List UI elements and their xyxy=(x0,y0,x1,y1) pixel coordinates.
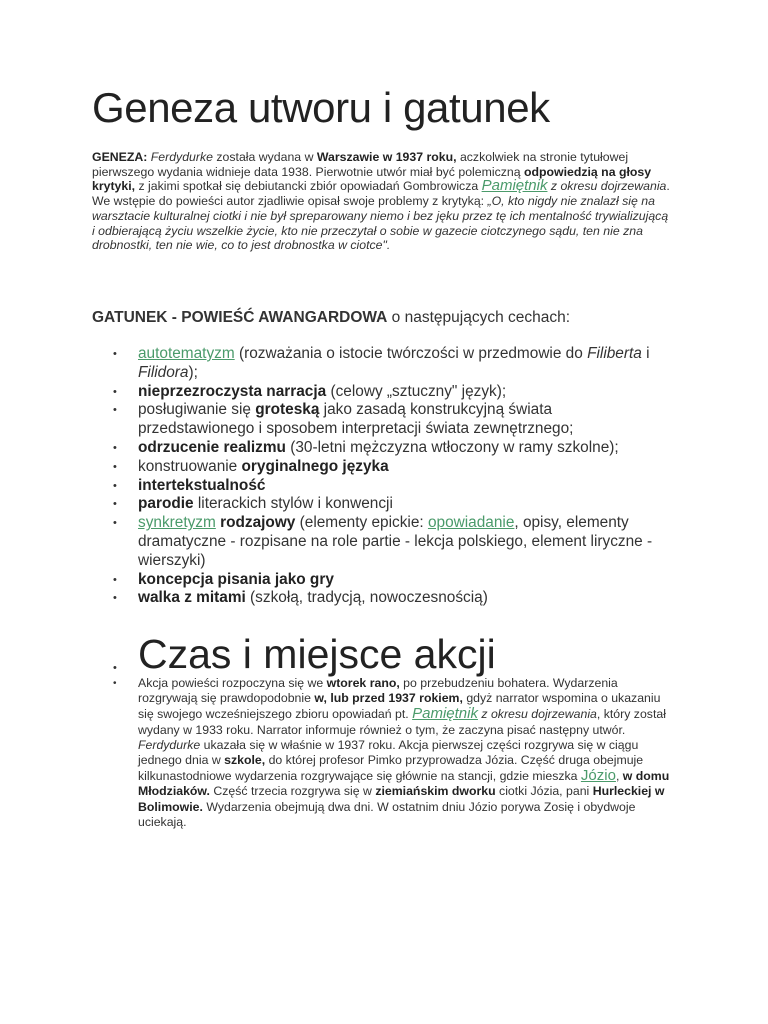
bullet: • xyxy=(113,441,117,454)
text-fragment: , opisy, elementy dramatyczne - rozpisane na role partie - lekcja polskiego, element liryczne - wierszyki) xyxy=(138,514,653,569)
bullet: • xyxy=(113,460,117,473)
text-fragment: , xyxy=(615,769,623,784)
text-fragment: po przebudzeniu bohatera. Wydarzenia rozgrywają się prawdopodobnie xyxy=(138,676,618,706)
text-fragment: (celowy „sztuczny" język); xyxy=(326,382,507,400)
text-fragment: z okresu dojrzewania xyxy=(547,179,667,194)
list-item xyxy=(92,401,672,439)
text-fragment: odpowiedzią na głosy krytyki, xyxy=(92,164,652,194)
text-fragment: ciotki Józia, pani xyxy=(495,784,593,799)
jozio-link[interactable]: Józio xyxy=(580,767,616,785)
list-item xyxy=(92,439,672,458)
list-item xyxy=(92,345,672,383)
text-fragment: Ferdydurke xyxy=(150,150,213,164)
bullet: • xyxy=(113,498,117,511)
text-fragment: koncepcja pisania jako gry xyxy=(138,570,334,588)
text-fragment: do której profesor Pimko przyprowadza Józia. Część druga obejmuje kilkunastodniowe wydarzenia rozgrywające się głównie na stancji, gdzie mieszka xyxy=(138,753,644,784)
opowiadanie-link[interactable]: opowiadanie xyxy=(427,514,515,532)
text-fragment: odrzucenie realizmu xyxy=(138,438,286,456)
bullet: • xyxy=(113,662,117,674)
list-item xyxy=(92,514,672,570)
text-fragment: w domu Młodziaków. xyxy=(138,769,670,799)
bullet: • xyxy=(113,592,117,605)
text-fragment: jako zasadą konstrukcyjną świata przedstawionego i sposobem interpretacji świata zewnętrznego; xyxy=(138,401,574,438)
text-fragment: (elementy epickie: xyxy=(295,514,428,532)
bullet: • xyxy=(113,404,117,417)
autotematyzm-link[interactable]: autotematyzm xyxy=(138,345,235,362)
text-fragment: ukazała się w właśnie w 1937 roku. Akcja pierwszej części rozgrywa się w ciągu jednego dnia w xyxy=(138,737,639,768)
text-fragment: (rozważania o istocie twórczości w przedmowie do xyxy=(234,345,588,362)
czas-section xyxy=(92,628,672,680)
list-item xyxy=(92,383,672,402)
text-fragment: ziemiańskim dworku xyxy=(375,784,496,799)
page-title: Geneza utworu i gatunek xyxy=(92,84,550,131)
bullet: • xyxy=(113,348,117,360)
text-fragment: Hurleckiej w Bolimowie. xyxy=(138,784,665,814)
text-fragment: , który został wydany w 1933 roku. Narrator informuje również o tym, że zaczyna pisać następny utwór. xyxy=(138,707,666,737)
text-fragment: i xyxy=(641,345,650,362)
list-item xyxy=(92,458,672,477)
text-fragment: parodie xyxy=(138,495,194,513)
akcja-text xyxy=(92,676,672,830)
text-fragment: w, lub przed 1937 rokiem, xyxy=(314,691,463,706)
bullet: • xyxy=(113,573,117,586)
list-item xyxy=(92,495,672,514)
text-fragment: konstruowanie xyxy=(138,457,242,475)
text-fragment: aczkolwiek na stronie tytułowej pierwszego wydania widnieje data 1938. Pierwotnie utwór miał być polemiczną xyxy=(92,150,629,179)
pamietnik-link[interactable]: Pamiętnik xyxy=(481,177,548,195)
gatunek-bold: GATUNEK - POWIEŚĆ AWANGARDOWA xyxy=(92,309,388,326)
list-item xyxy=(92,477,672,496)
text-fragment: groteską xyxy=(255,401,320,419)
features-list xyxy=(92,345,672,608)
text-fragment: intertekstualność xyxy=(138,476,266,494)
text-fragment: z jakimi spotkał się debiutancki zbiór opowiadań Gombrowicza xyxy=(135,179,482,194)
text-fragment: szkole, xyxy=(224,753,266,768)
bullet: • xyxy=(113,678,117,689)
text-fragment: (szkołą, tradycją, nowoczesnością) xyxy=(245,589,488,607)
text-fragment: (30-letni mężczyzna wtłoczony w ramy szkolne); xyxy=(285,438,619,456)
bullet: • xyxy=(113,385,117,398)
geneza-paragraph xyxy=(92,150,672,253)
list-item xyxy=(92,589,672,608)
text-fragment: z okresu dojrzewania xyxy=(477,707,597,722)
text-fragment: Część trzecia rozgrywa się w xyxy=(209,784,376,799)
text-fragment: rodzajowy xyxy=(215,514,296,532)
quote: „O, kto nigdy nie znalazł się na warsztacie kulturalnej ciotki i nie był spreparowany niemo i bez jęku przez tę ich mentalność trywializującą i odbierającą życiu wszelkie życie, kto nie przeczytał o sobie w gazecie ciotczynego sądu, ten nie zna drobnostki, ten nie wie, co to jest drobnostka w ciotce". xyxy=(92,194,669,253)
pamietnik-link[interactable]: Pamiętnik xyxy=(412,705,478,723)
bullet: • xyxy=(113,479,117,492)
text-fragment: posługiwanie się xyxy=(138,401,256,419)
text-fragment: walka z mitami xyxy=(138,589,246,607)
text-fragment: . We wstępie do powieści autor zjadliwie opisał swoje problemy z krytyką: xyxy=(92,179,670,209)
text-fragment: Warszawie w 1937 roku, xyxy=(316,150,457,164)
list-item xyxy=(92,571,672,590)
text-fragment: Filidora xyxy=(138,363,189,381)
text-fragment: Filiberta xyxy=(587,345,642,362)
text-fragment: ); xyxy=(188,363,198,381)
gatunek-rest: o następujących cechach: xyxy=(387,309,571,326)
gatunek-heading xyxy=(92,309,570,327)
text-fragment: Ferdydurke xyxy=(138,737,201,752)
text-fragment: została wydana w xyxy=(212,150,317,164)
akcja-paragraph xyxy=(92,676,672,830)
text-fragment: gdyż narrator wspomina o ukazaniu się swojego wcześniejszego zbioru opowiadań pt. xyxy=(138,691,661,722)
text-fragment: Wydarzenia obejmują dwa dni. W ostatnim dniu Józio porywa Zosię i obydwoje uciekają. xyxy=(138,799,636,829)
text-fragment: wtorek rano, xyxy=(326,676,400,690)
text-fragment: nieprzezroczysta narracja xyxy=(138,382,327,400)
synkretyzm-link[interactable]: synkretyzm xyxy=(138,514,216,532)
bullet: • xyxy=(113,517,117,530)
text-fragment: literackich stylów i konwencji xyxy=(193,495,393,513)
section-heading: Czas i miejsce akcji xyxy=(138,631,496,677)
text-fragment: oryginalnego języka xyxy=(241,457,389,475)
geneza-label: GENEZA: xyxy=(92,150,148,164)
text-fragment: Akcja powieści rozpoczyna się we xyxy=(138,676,327,690)
